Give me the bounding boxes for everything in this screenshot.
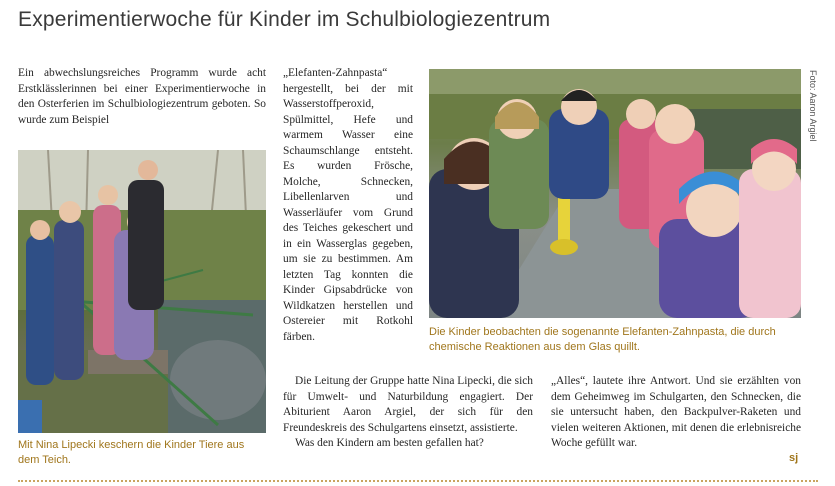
column-2-lower-text	[283, 374, 533, 452]
caption-left-photo: Mit Nina Lipecki keschern die Kinder Tiere aus dem Teich.	[18, 439, 245, 466]
photo-pond-netting	[18, 150, 266, 433]
column-2-text	[283, 66, 413, 345]
paragraph-answer: „Alles“, lautete ihre Antwort. Und sie erzählten von dem Geheimweg im Schulgarten, den Schnecken, die sie untersucht haben, den Backpulver-Raketen und vielen weiteren Aktionen, mit denen die erlebnisreiche Woche gefüllt war.	[551, 375, 801, 449]
photo-elephant-toothpaste-image	[429, 69, 801, 318]
caption-right-photo: Die Kinder beobachten die sogenannte Elefanten-Zahnpasta, die durch chemische Reaktionen aus dem Glas quillt.	[429, 326, 776, 353]
bottom-dotted-rule	[18, 480, 818, 482]
article-headline: Experimentierwoche für Kinder im Schulbiologiezentrum	[18, 8, 551, 31]
paragraph-elephant-toothpaste: „Elefanten-Zahnpasta“ hergestellt, bei der mit Wasserstoffperoxid, Spülmittel, Hefe und warmem Wasser eine Schaumschlange entsteht. Es wurden Frösche, Molche, Schnecken, Libellenlarven und Wasserläufer vom Grund des Teiches gekeschert und in ein Wasserglas gegeben, um sie zu bestimmen. Am letzten Tag konnten die Kinder Gipsabdrücke von Wildkatzen herstellen und Ostereier mit Rotkohl färben.	[283, 67, 413, 343]
author-signature: sj	[789, 452, 799, 464]
paragraph-leadership: Die Leitung der Gruppe hatte Nina Lipecki, die sich für Umwelt- und Naturbildung engagiert. Der Abiturient Aaron Argiel, der sich für den Freundeskreis des Schulgartens einsetzt, assistierte.	[283, 375, 533, 434]
photo-elephant-toothpaste	[429, 69, 801, 318]
column-1-text	[18, 66, 266, 128]
photo-credit: Foto: Aaron Argiel	[808, 70, 818, 142]
photo-pond-netting-image	[18, 150, 266, 433]
column-3-text	[551, 374, 801, 452]
paragraph-question: Was den Kindern am besten gefallen hat?	[295, 437, 484, 449]
paragraph-intro: Ein abwechslungsreiches Programm wurde acht Erstklässlerinnen bei einer Experimentierwoche in den Osterferien im Schulbiologiezentrum geboten. So wurde zum Beispiel	[18, 67, 266, 126]
